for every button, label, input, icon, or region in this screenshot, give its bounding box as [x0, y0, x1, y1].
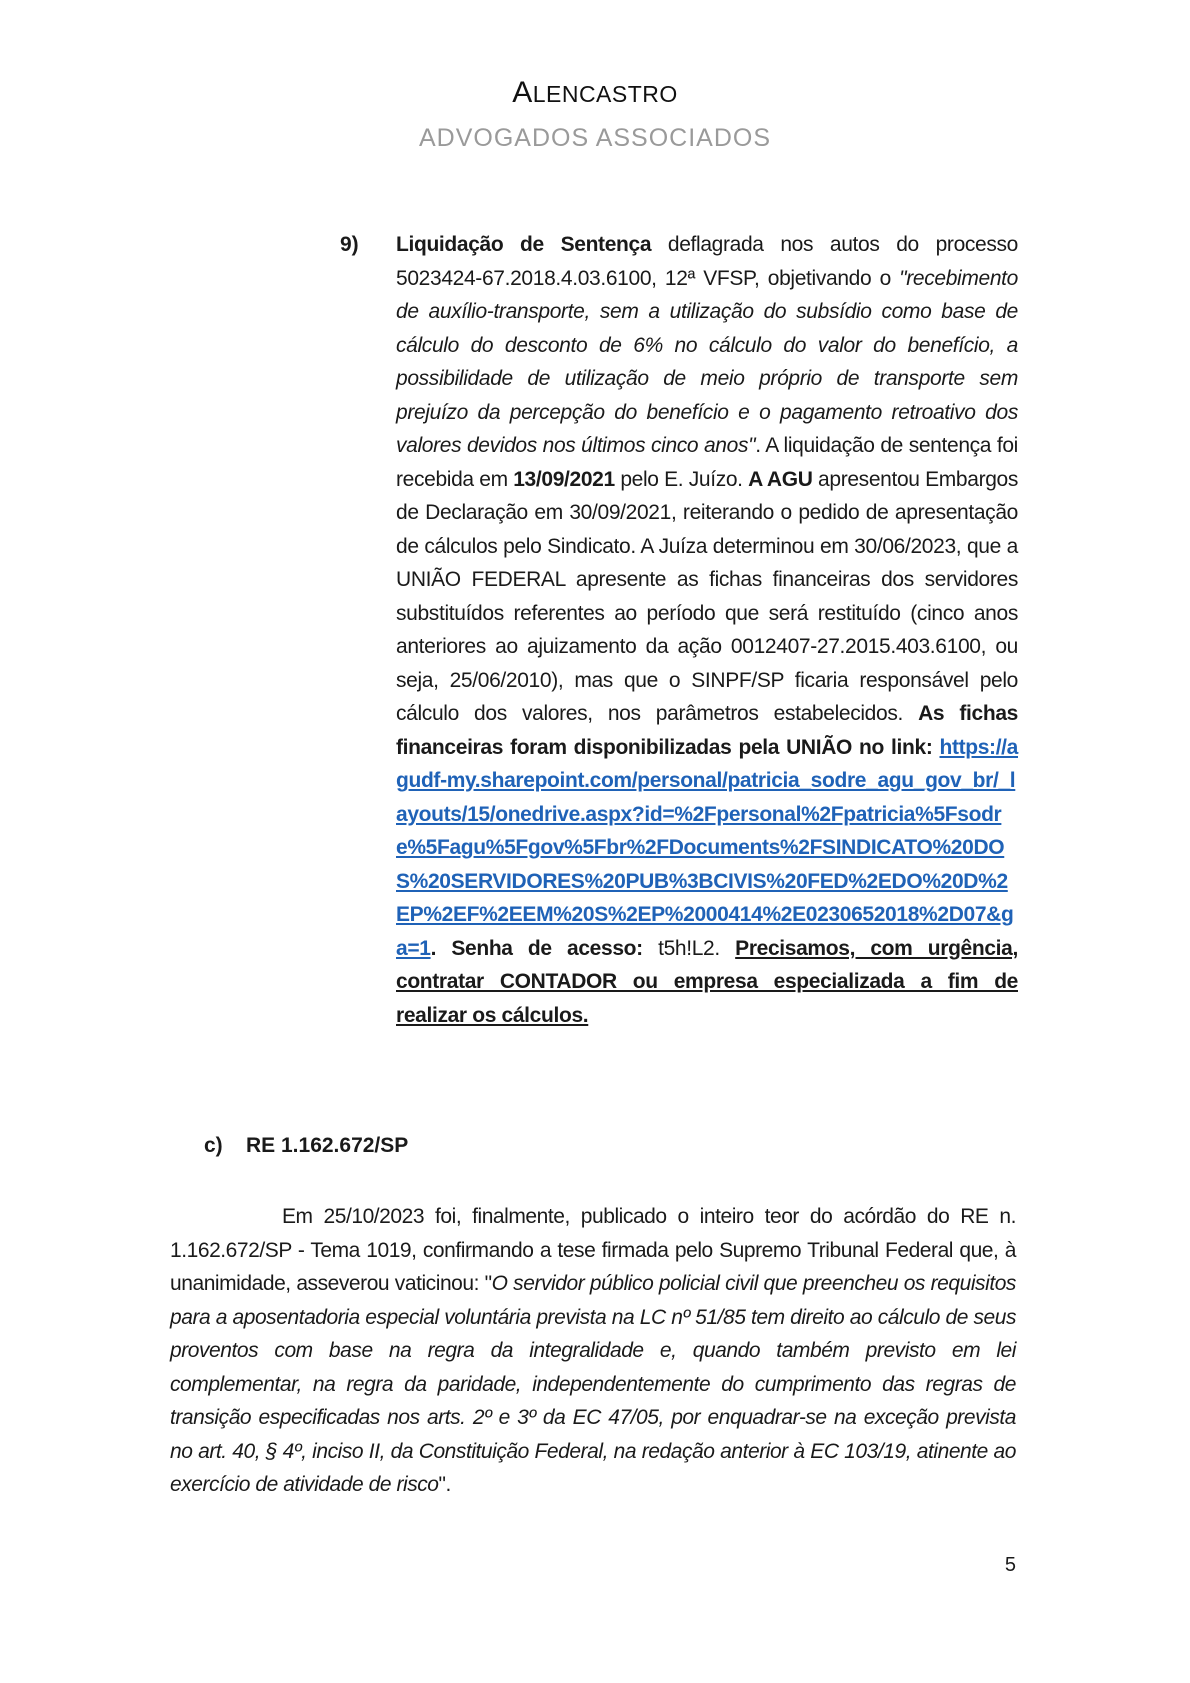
letterhead-title-initial: A [512, 76, 533, 109]
paragraph-quote: O servidor público policial civil que preencheu os requisitos para a aposentadoria especial voluntária prevista na LC nº 51/85 tem direito ao cálculo de seus proventos com base na regra da integralidade e, quando também previsto em lei complementar, na regra da paridade, independentemente do cumprimento das regras de transição especificadas nos arts. 2º e 3º da EC 47/05, por enquadrar-se na exceção prevista no art. 40, § 4º, inciso II, da Constituição Federal, na redação anterior à EC 103/19, atinente ao exercício de atividade de risco [170, 1272, 1016, 1496]
section-letter: c) [204, 1134, 223, 1157]
sharepoint-link[interactable]: https://agudf-my.sharepoint.com/personal/patricia_sodre_agu_gov_br/_layouts/15/onedrive.aspx?id=%2Fpersonal%2Fpatricia%5Fsodre%5Fagu%5Fgov%5Fbr%2FDocuments%2FSINDICATO%20DOS%20SERVIDORES%20PUB%3BCIVIS%20FED%2EDO%20D%2EP%2EF%2EEM%20S%2EP%2000414%2E0230652018%2D07&ga=1 [396, 735, 1018, 960]
item-fichas: As fichas financeiras foram disponibilizadas pela UNIÃO no link: [396, 702, 1018, 759]
senha-value: t5h!L2. [642, 936, 736, 960]
list-item-body [396, 228, 1018, 1032]
letterhead-title-rest: LENCASTRO [532, 81, 678, 107]
senha-label: . Senha de acesso: [430, 936, 643, 960]
paragraph-text: Em 25/10/2023 foi, finalmente, publicado o inteiro teor do acórdão do RE n. 1.162.672/SP - Tema 1019, confirmando a tese firmada pelo Supremo Tribunal Federal que, à unanimidade, asseverou vaticinou: " [170, 1205, 1016, 1295]
item-date: 13/09/2021 [513, 467, 615, 491]
item-quote: "recebimento de auxílio-transporte, sem a utilização do subsídio como base de cálculo do desconto de 6% no cálculo do valor do benefício, a possibilidade de utilização de meio próprio de transporte sem prejuízo da percepção do benefício e o pagamento retroativo dos valores devidos nos últimos cinco anos" [396, 266, 1018, 457]
body-paragraph [170, 1200, 1016, 1502]
item-text-2: . A liquidação de sentença foi recebida em [396, 434, 1018, 491]
urgent-notice: Precisamos, com urgência, contratar CONTADOR ou empresa especializada a fim de realizar os cálculos. [396, 936, 1018, 1027]
paragraph-closing: ". [438, 1473, 451, 1496]
item-text-3: pelo E. Juízo. [614, 467, 749, 491]
item-text-4: apresentou Embargos de Declaração em 30/09/2021, reiterando o pedido de apresentação de cálculos pelo Sindicato. A Juíza determinou em 30/06/2023, que a UNIÃO FEDERAL apresente as fichas financeiras dos servidores substituídos referentes ao período que será restituído (cinco anos anteriores ao ajuizamento da ação 0012407-27.2015.403.6100, ou seja, 25/06/2010), mas que o SINPF/SP ficaria responsável pelo cálculo dos valores, nos parâmetros estabelecidos. [396, 467, 1019, 725]
letterhead-subtitle: ADVOGADOS ASSOCIADOS [418, 124, 772, 152]
section-heading-c [204, 1134, 408, 1158]
list-item-number: 9) [340, 233, 359, 256]
item-agu: A AGU [748, 467, 813, 491]
page-number: 5 [1004, 1554, 1016, 1576]
item-title: Liquidação de Sentença [396, 233, 652, 256]
section-title: RE 1.162.672/SP [246, 1134, 409, 1157]
letterhead-title [0, 76, 1190, 110]
item-text-1: deflagrada nos autos do processo 5023424-67.2018.4.03.6100, 12ª VFSP, objetivando o [396, 233, 1019, 290]
